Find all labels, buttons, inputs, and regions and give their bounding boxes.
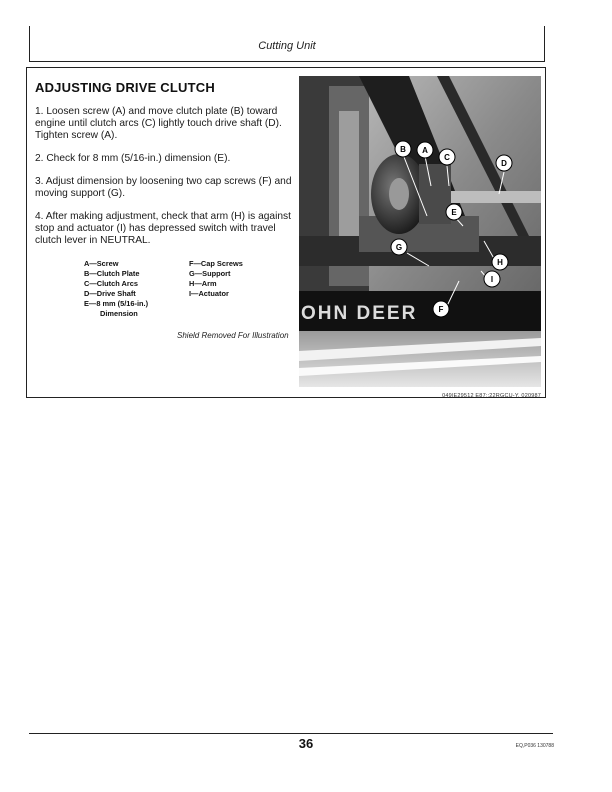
clutch-photo-illustration <box>299 76 541 387</box>
legend-item: C—Clutch Arcs <box>84 279 138 288</box>
callout-label: C <box>444 153 450 162</box>
figure-caption: Shield Removed For Illustration <box>177 331 289 340</box>
section-title: ADJUSTING DRIVE CLUTCH <box>35 80 215 95</box>
legend-item: H—Arm <box>189 279 217 288</box>
step-4: 4. After making adjustment, check that arm (H) is against stop and actuator (I) has depressed switch with travel clutch lever in NEUTRAL. <box>35 211 291 246</box>
callout-label: F <box>438 305 444 314</box>
legend-item: Dimension <box>100 309 138 318</box>
page-number: 36 <box>298 736 314 751</box>
step-3: 3. Adjust dimension by loosening two cap screws (F) and moving support (G). <box>35 176 292 199</box>
procedure-section <box>26 67 546 398</box>
legend-item: B—Clutch Plate <box>84 269 140 278</box>
legend-item: E—8 mm (5/16-in.) <box>84 299 149 308</box>
callout-label: I <box>490 275 494 284</box>
header-title: Cutting Unit <box>258 40 316 52</box>
legend-right <box>189 259 243 299</box>
legend-item: I—Actuator <box>189 289 229 298</box>
footer-code: EQ,P036 130788 <box>515 743 554 749</box>
step-2: 2. Check for 8 mm (5/16-in.) dimension (E). <box>35 153 231 164</box>
legend-item: D—Drive Shaft <box>84 289 136 298</box>
step-list <box>35 106 295 258</box>
callout-label: G <box>395 243 403 252</box>
legend-left <box>84 259 148 319</box>
step-1: 1. Loosen screw (A) and move clutch plate (B) toward engine until clutch arcs (C) lightly touch drive shaft (D). Tighten screw (A). <box>35 106 282 141</box>
callout-label: B <box>400 145 406 154</box>
deck-brand-text: OHN DEER <box>301 303 418 324</box>
legend-item: F—Cap Screws <box>189 259 243 268</box>
clutch-photo <box>299 76 541 399</box>
callout-label: E <box>451 208 457 217</box>
running-header <box>29 26 545 62</box>
legend-item: G—Support <box>189 269 231 278</box>
footer-divider <box>29 733 553 734</box>
callout-label: H <box>497 258 503 267</box>
callout-label: A <box>422 146 428 155</box>
callout-label: D <box>501 159 507 168</box>
figure-reference-code: 049|E29512 E87;;22RGCU-Y, 020987 <box>442 393 541 399</box>
legend-item: A—Screw <box>84 259 119 268</box>
